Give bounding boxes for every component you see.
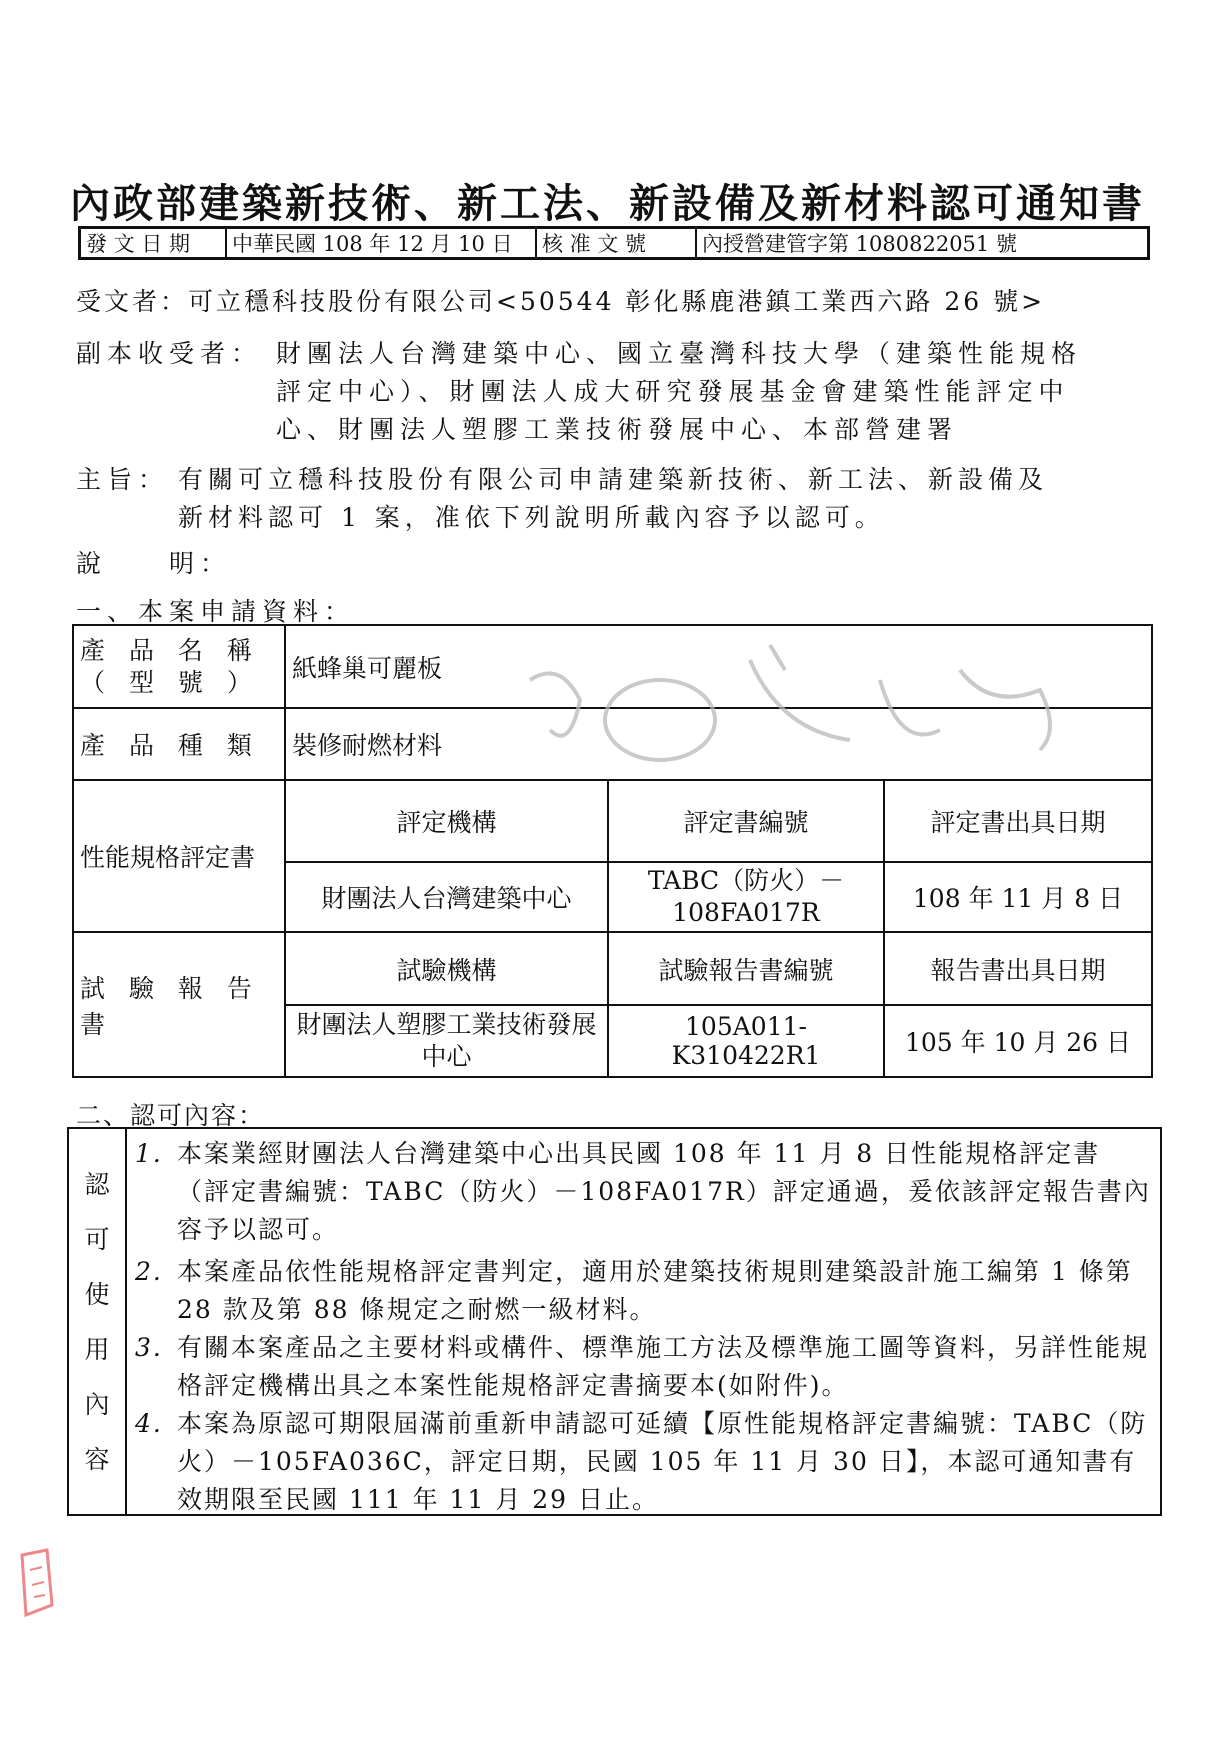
item-number: 3. xyxy=(135,1333,163,1362)
eval-header-date: 評定書出具日期 xyxy=(884,780,1152,862)
eval-number: TABC（防火）－108FA017R xyxy=(608,862,884,932)
date-value: 中華民國 108 年 12 月 10 日 xyxy=(227,229,537,257)
item-text: 本案為原認可期限屆滿前重新申請認可延續【原性能規格評定書編號：TABC（防火）－105FA036C，評定日期，民國 105 年 11 月 30 日】，本認可通知書有效期限至民國 111 年 11 月 29 日止。 xyxy=(177,1409,1148,1514)
approval-side-label xyxy=(69,1129,127,1514)
page-title: 內政部建築新技術、新工法、新設備及新材料認可通知書 xyxy=(70,180,1145,227)
product-name-value: 紙蜂巢可麗板 xyxy=(285,625,1152,708)
eval-org: 財團法人台灣建築中心 xyxy=(285,862,608,932)
side-char: 認 xyxy=(84,1169,110,1199)
approval-item-1 xyxy=(135,1135,1153,1249)
side-char: 用 xyxy=(84,1334,110,1364)
red-seal-stamp xyxy=(12,1545,62,1625)
date-label: 發 文 日 期 xyxy=(81,229,227,257)
test-org: 財團法人塑膠工業技術發展中心 xyxy=(285,1005,608,1077)
explain-label: 說 明： xyxy=(76,549,232,578)
section-2-heading: 二、認可內容： xyxy=(76,1101,266,1130)
section-1-heading: 一、本案申請資料： xyxy=(76,597,356,626)
test-header-number: 試驗報告書編號 xyxy=(608,932,884,1005)
test-header-org: 試驗機構 xyxy=(285,932,608,1005)
subject-label: 主旨： xyxy=(76,465,170,494)
cc-line-2: 評定中心）、財團法人成大研究發展基金會建築性能評定中 xyxy=(276,377,1070,406)
cc-label: 副本收受者： xyxy=(76,339,263,368)
product-name-label: 產 品 名 稱（ 型 號 ） xyxy=(73,625,285,708)
recipient: 受文者：可立穩科技股份有限公司<50544 彰化縣鹿港鎮工業西六路 26 號> xyxy=(76,287,1046,316)
cc-line-3: 心、財團法人塑膠工業技術發展中心、本部營建署 xyxy=(276,415,959,444)
eval-header-org: 評定機構 xyxy=(285,780,608,862)
item-text: 有關本案產品之主要材料或構件、標準施工方法及標準施工圖等資料，另詳性能規格評定機構出具之本案性能規格評定書摘要本(如附件)。 xyxy=(177,1333,1150,1400)
product-type-value: 裝修耐燃材料 xyxy=(285,708,1152,780)
item-text: 本案業經財團法人台灣建築中心出具民國 108 年 11 月 8 日性能規格評定書（評定書編號：TABC（防火）－108FA017R）評定通過，爰依該評定報告書內容予以認可。 xyxy=(177,1139,1151,1244)
subject-line-2: 新材料認可 1 案，准依下列說明所載內容予以認可。 xyxy=(178,503,885,532)
approval-item-2 xyxy=(135,1253,1153,1329)
test-header-date: 報告書出具日期 xyxy=(884,932,1152,1005)
eval-date: 108 年 11 月 8 日 xyxy=(884,862,1152,932)
eval-header-number: 評定書編號 xyxy=(608,780,884,862)
side-char: 可 xyxy=(84,1224,110,1254)
item-number: 4. xyxy=(135,1409,163,1438)
test-number: 105A011-K310422R1 xyxy=(608,1005,884,1077)
cc-line-1: 財團法人台灣建築中心、國立臺灣科技大學（建築性能規格 xyxy=(276,339,1083,368)
side-char: 內 xyxy=(84,1389,110,1419)
item-text: 本案產品依性能規格評定書判定，適用於建築技術規則建築設計施工編第 1 條第 28 款及第 88 條規定之耐燃一級材料。 xyxy=(177,1257,1133,1324)
approval-item-4 xyxy=(135,1405,1153,1519)
item-number: 2. xyxy=(135,1257,163,1286)
approval-content-box xyxy=(67,1127,1162,1516)
side-char: 使 xyxy=(84,1279,110,1309)
header-info-bar xyxy=(78,226,1150,260)
item-number: 1. xyxy=(135,1139,163,1168)
approval-no-label: 核 准 文 號 xyxy=(537,229,697,257)
approval-no-value: 內授營建管字第 1080822051 號 xyxy=(702,232,1017,256)
product-type-label: 產 品 種 類 xyxy=(73,708,285,780)
eval-report-label: 性能規格評定書 xyxy=(73,780,285,932)
side-char: 容 xyxy=(84,1444,110,1474)
faded-signature-stamp xyxy=(520,640,1080,780)
test-date: 105 年 10 月 26 日 xyxy=(884,1005,1152,1077)
subject-line-1: 有關可立穩科技股份有限公司申請建築新技術、新工法、新設備及 xyxy=(178,465,1049,494)
test-report-label: 試 驗 報 告 書 xyxy=(73,932,285,1077)
approval-item-3 xyxy=(135,1329,1153,1405)
